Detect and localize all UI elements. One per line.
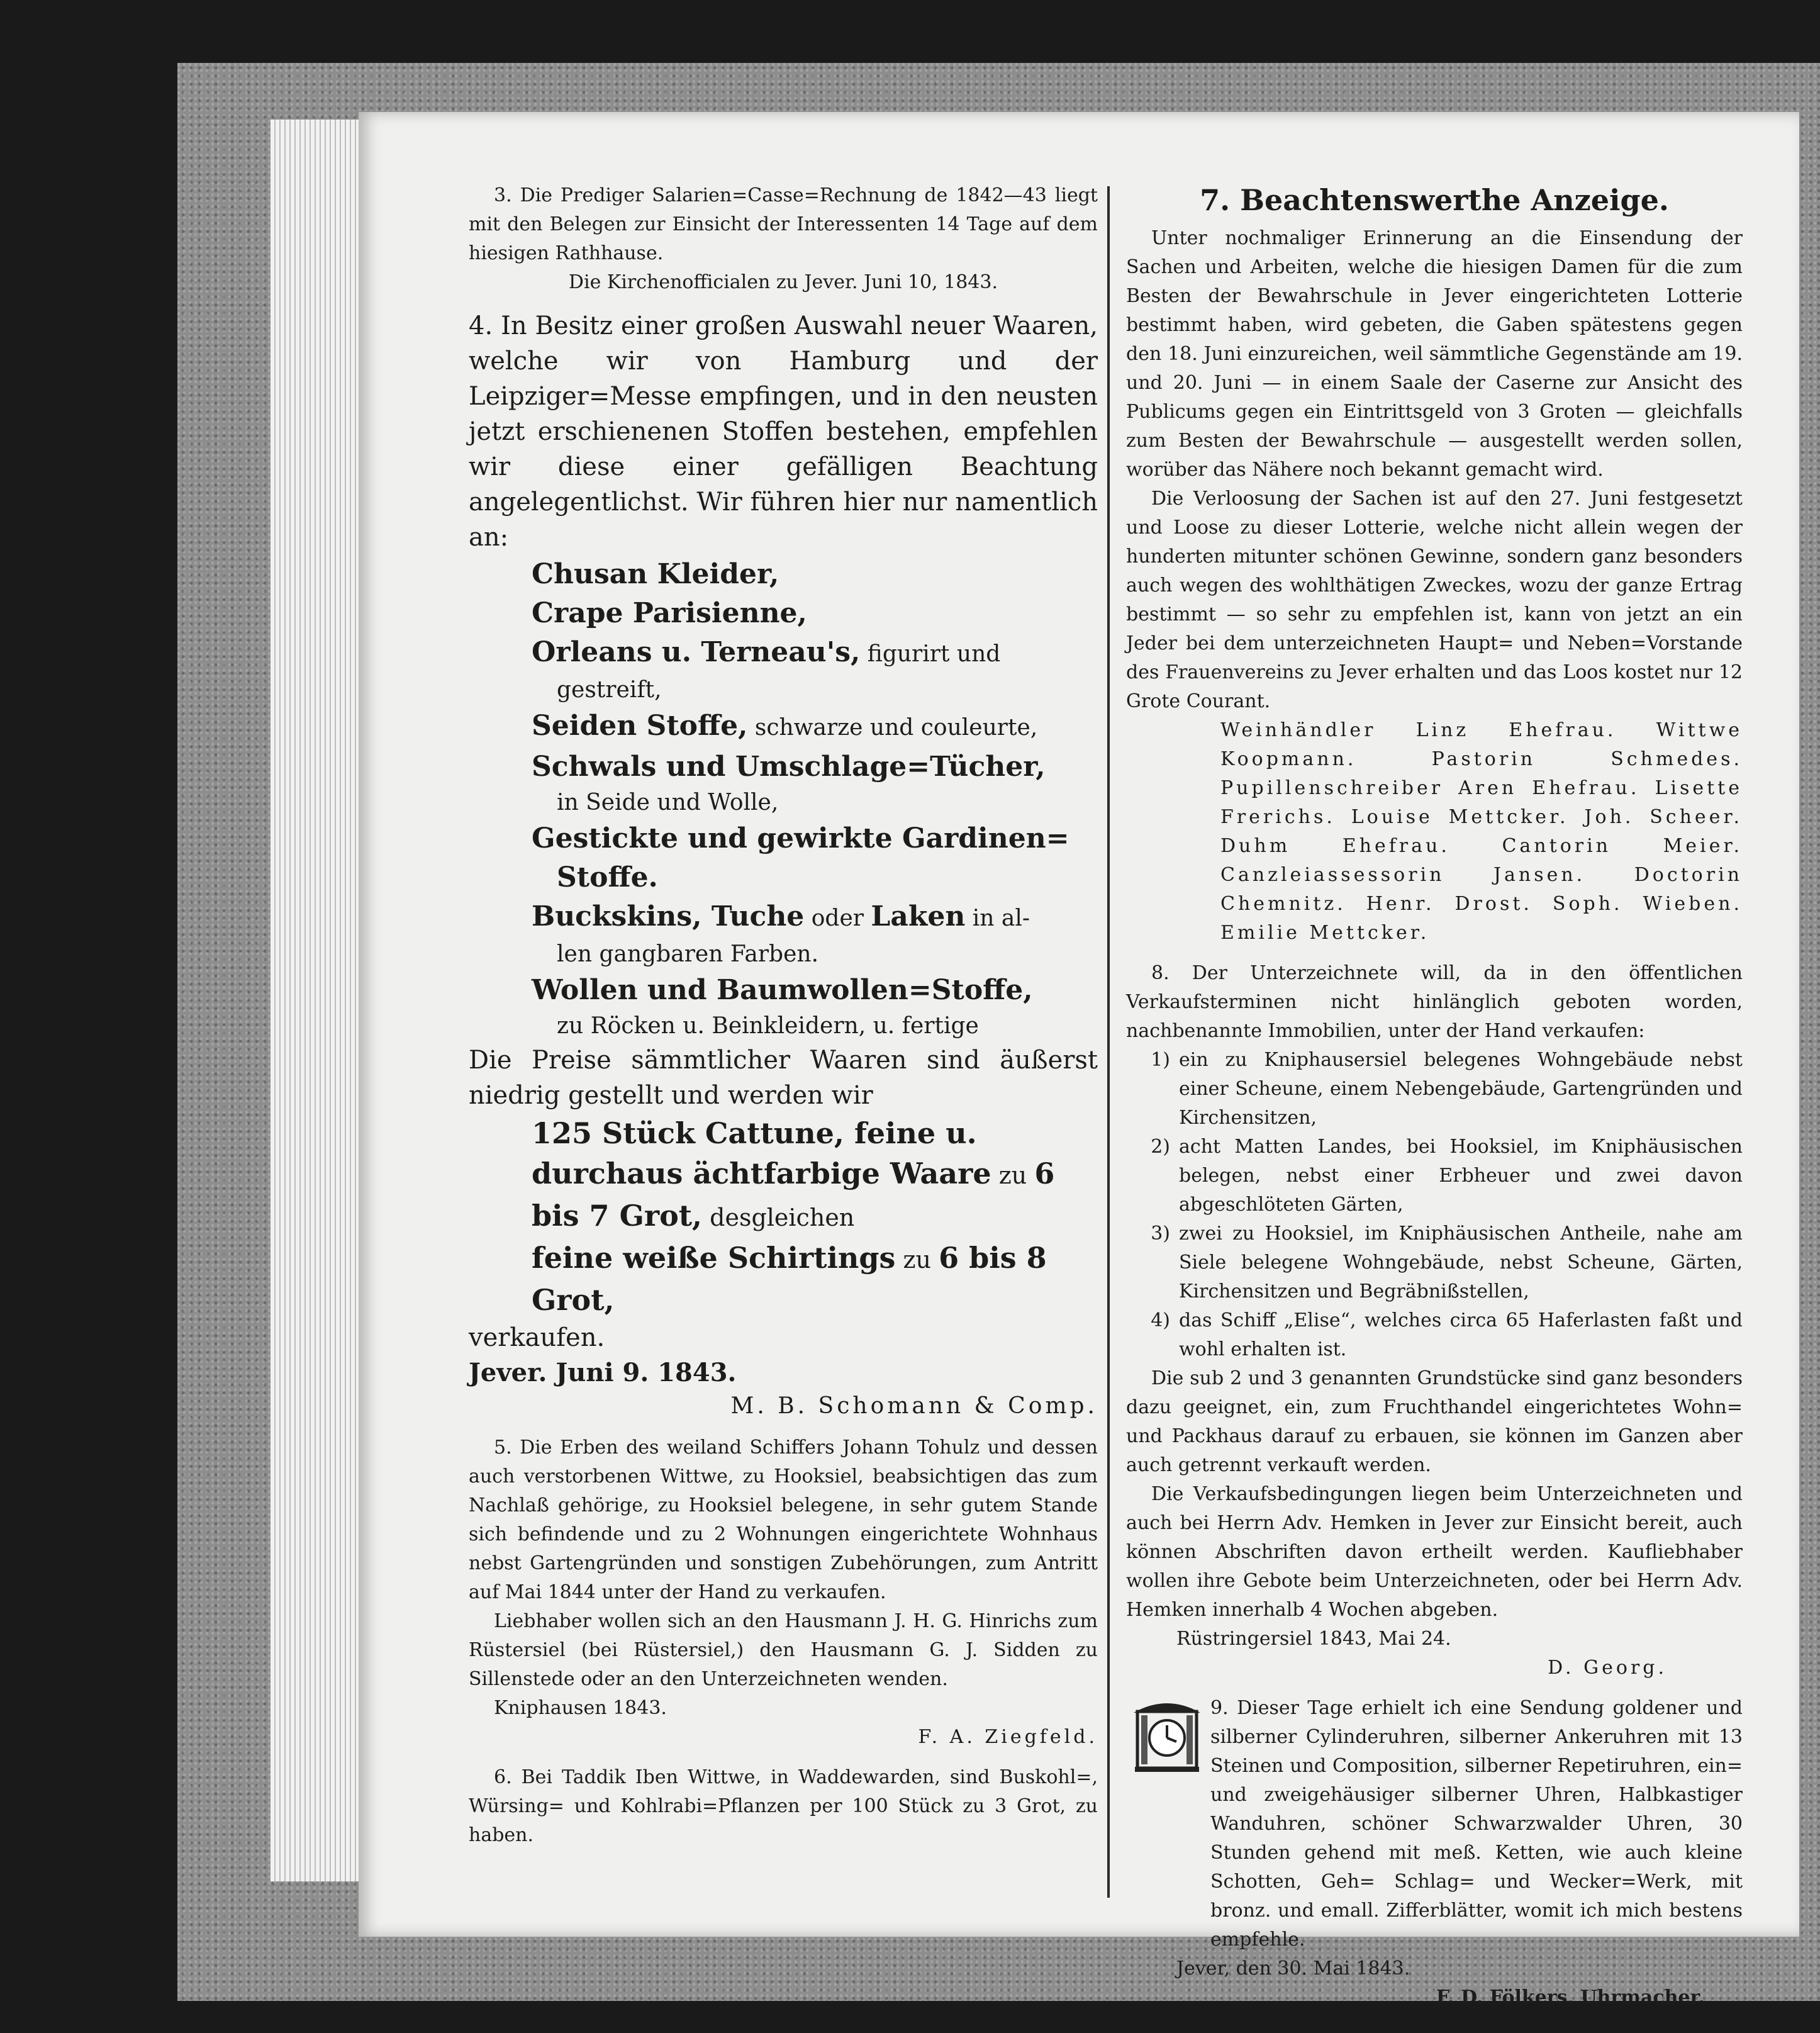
notice-8-property-list xyxy=(1126,1046,1743,1364)
goods-item: Crape Parisienne, xyxy=(532,597,807,629)
notice-4-closing: verkaufen. xyxy=(469,1323,605,1352)
goods-item-detail: zu Röcken u. Beinkleidern, u. fertige xyxy=(557,1013,979,1039)
notice-6-text: 6. Bei Taddik Iben Wittwe, in Waddewarden, sind Buskohl=, Würsing= und Kohlrabi=Pflanzen per 100 Stück zu 3 Grot, zu haben. xyxy=(469,1766,1098,1846)
goods-item: Gestickte und gewirkte Gardinen= xyxy=(532,822,1069,854)
goods-item: Buckskins, Tuche oder Laken in al- xyxy=(532,900,1030,932)
goods-item-detail: gestreift, xyxy=(557,677,662,703)
notice-4-signature: M. B. Schomann & Comp. xyxy=(730,1393,1098,1419)
notice-5-signature: F. A. Ziegfeld. xyxy=(918,1726,1098,1748)
goods-item: Wollen und Baumwollen=Stoffe, xyxy=(532,974,1033,1006)
notice-4-prices: Die Preise sämmtlicher Waaren sind äußerst niedrig gestellt und werden wir xyxy=(469,1046,1098,1110)
notice-8-signature: D. Georg. xyxy=(1548,1657,1667,1679)
list-item: 4) das Schiff „Elise“, welches circa 65 Haferlasten faßt und wohl erhalten ist. xyxy=(1151,1309,1743,1360)
offer-schirtings: feine weiße Schirtings zu 6 bis 8 Grot, xyxy=(532,1241,1047,1317)
notice-7-heading: 7. Beachtenswerthe Anzeige. xyxy=(1200,183,1669,217)
list-item: 2) acht Matten Landes, bei Hooksiel, im Kniphäusischen belegen, nebst einer Erbheuer und zwei davon abgeschlöteten Gärten, xyxy=(1151,1136,1743,1216)
notice-7-names: Weinhändler Linz Ehefrau. Wittwe Koopmann. Pastorin Schmedes. Pupillenschreiber Aren Ehefrau. Lisette Frerichs. Louise Mettcker. Joh. Scheer. Duhm Ehefrau. Cantorin Meier. Canzleiassessorin Jansen. Doctorin Chemnitz. Henr. Drost. Soph. Wieben. Emilie Mettcker. xyxy=(1220,719,1743,944)
notice-4-item-list xyxy=(469,555,1098,1043)
goods-item: Chusan Kleider, xyxy=(532,558,779,590)
goods-item: Seiden Stoffe, schwarze und couleurte, xyxy=(532,710,1038,742)
mantel-clock-icon xyxy=(1132,1698,1202,1773)
notice-8-paragraph-2: Die Verkaufsbedingungen liegen beim Unterzeichneten und auch bei Herrn Adv. Hemken in Jever zur Einsicht bereit, auch können Abschriften davon ertheilt werden. Kaufliebhaber wollen ihre Gebote beim Unterzeichneten, oder bei Herrn Adv. Hemken innerhalb 4 Wochen abgeben. xyxy=(1126,1483,1743,1621)
notice-5-text: 5. Die Erben des weiland Schiffers Johann Tohulz und dessen auch verstorbenen Wittwe, zu Hooksiel, beabsichtigen das zum Nachlaß gehörige, zu Hooksiel belegene, in sehr gutem Stande sich befindende und zu 2 Wohnungen eingerichtete Wohnhaus nebst Gartengründen und sonstigen Zubehörungen, zum Antritt auf Mai 1844 unter der Hand zu verkaufen. xyxy=(469,1437,1098,1603)
list-item: 1) ein zu Kniphausersiel belegenes Wohngebäude nebst einer Scheune, einem Nebengebäude, Gartengründen und Kirchensitzen, xyxy=(1151,1049,1743,1129)
notice-7-paragraph-1: Unter nochmaliger Erinnerung an die Einsendung der Sachen und Arbeiten, welche die hiesigen Damen für die zum Besten der Bewahrschule in Jever eingerichteten Lotterie bestimmt haben, wird gebeten, die Gaben spätestens gegen den 18. Juni einzureichen, weil sämmtliche Gegenstände am 19. und 20. Juni — in einem Saale der Caserne zur Ansicht des Publicums gegen ein Eintrittsgeld von 3 Groten — gleichfalls zum Besten der Bewahrschule — ausgestellt werden sollen, worüber das Nähere noch bekannt gemacht wird. xyxy=(1126,227,1743,481)
notice-8-intro: 8. Der Unterzeichnete will, da in den öffentlichen Verkaufsterminen nicht hinlänglich geboten worden, nachbenannte Immobilien, unter der Hand verkaufen: xyxy=(1126,962,1743,1042)
notice-9-place: Jever, den 30. Mai 1843. xyxy=(1176,1957,1410,1980)
notice-9-block xyxy=(1126,1694,1743,1954)
offer-cattune: 125 Stück Cattune, feine u. durchaus ächtfarbige Waare zu 6 bis 7 Grot, desgleichen xyxy=(532,1116,1055,1233)
notice-3-signature: Die Kirchenofficialen zu Jever. Juni 10, 1843. xyxy=(568,271,998,293)
notice-9-signature: F. D. Fölkers, Uhrmacher. xyxy=(1436,1986,1705,2008)
goods-item-detail: in Seide und Wolle, xyxy=(557,790,779,815)
notice-3-text: 3. Die Prediger Salarien=Casse=Rechnung de 1842—43 liegt mit den Belegen zur Einsicht der Interessenten 14 Tage auf dem hiesigen Rathhause. xyxy=(469,184,1098,264)
notice-5-place: Kniphausen 1843. xyxy=(494,1697,667,1719)
goods-item: Orleans u. Terneau's, figurirt und xyxy=(532,636,1001,668)
goods-item: Stoffe. xyxy=(557,861,658,893)
goods-item: Schwals und Umschlage=Tücher, xyxy=(532,751,1046,783)
newspaper-page xyxy=(359,112,1799,2008)
notice-4-intro: 4. In Besitz einer großen Auswahl neuer Waaren, welche wir von Hamburg und der Leipziger=Messe empfingen, und in den neusten jetzt erschienenen Stoffen bestehen, empfehlen wir diese einer gefälligen Beachtung angelegentlichst. Wir führen hier nur namentlich an: xyxy=(469,311,1098,552)
notice-9-text: 9. Dieser Tage erhielt ich eine Sendung goldener und silberner Cylinderuhren, silberner Ankeruhren mit 13 Steinen und Composition, silberner Repetiruhren, ein= und zweigehäusiger silberner Uhren, Halbkastiger Wanduhren, schöner Schwarzwalder Uhren, 30 Stunden gehend mit meß. Ketten, wie auch kleine Schotten, Geh= Schlag= und Wecker=Werk, mit bronz. und emall. Zifferblätter, womit ich mich bestens empfehle. xyxy=(1210,1697,1743,1951)
notice-8-paragraph-1: Die sub 2 und 3 genannten Grundstücke sind ganz besonders dazu geeignet, ein, zum Fruchthandel eingerichtetes Wohn= und Packhaus darauf zu erbauen, sie können im Ganzen aber auch getrennt verkauft werden. xyxy=(1126,1367,1743,1476)
notice-8-place: Rüstringersiel 1843, Mai 24. xyxy=(1176,1628,1451,1650)
right-column xyxy=(1126,181,1743,2012)
column-divider xyxy=(1107,186,1110,1898)
left-column xyxy=(469,181,1098,1850)
page-edges xyxy=(271,120,365,1881)
notice-5-text-2: Liebhaber wollen sich an den Hausmann J. H. G. Hinrichs zum Rüstersiel (bei Rüstersiel,) den Hausmann G. J. Sidden zu Sillenstede oder an den Unterzeichneten wenden. xyxy=(469,1610,1098,1690)
notice-4-date: Jever. Juni 9. 1843. xyxy=(469,1358,737,1387)
goods-item-detail: len gangbaren Farben. xyxy=(557,941,819,967)
list-item: 3) zwei zu Hooksiel, im Kniphäusischen Antheile, nahe am Siele belegene Wohngebäude, nebst Scheune, Gärten, Kirchensitzen und Begräbnißstellen, xyxy=(1151,1223,1743,1302)
notice-7-paragraph-2: Die Verloosung der Sachen ist auf den 27. Juni festgesetzt und Loose zu dieser Lotterie, welche nicht allein wegen der hunderten mitunter schönen Gewinne, sondern ganz besonders auch wegen des wohlthätigen Zweckes, wozu der ganze Ertrag bestimmt — so sehr zu empfehlen ist, kann von jetzt an ein Jeder bei dem unterzeichneten Haupt= und Neben=Vorstande des Frauenvereins zu Jever erhalten und das Loos kostet nur 12 Grote Courant. xyxy=(1126,488,1743,712)
